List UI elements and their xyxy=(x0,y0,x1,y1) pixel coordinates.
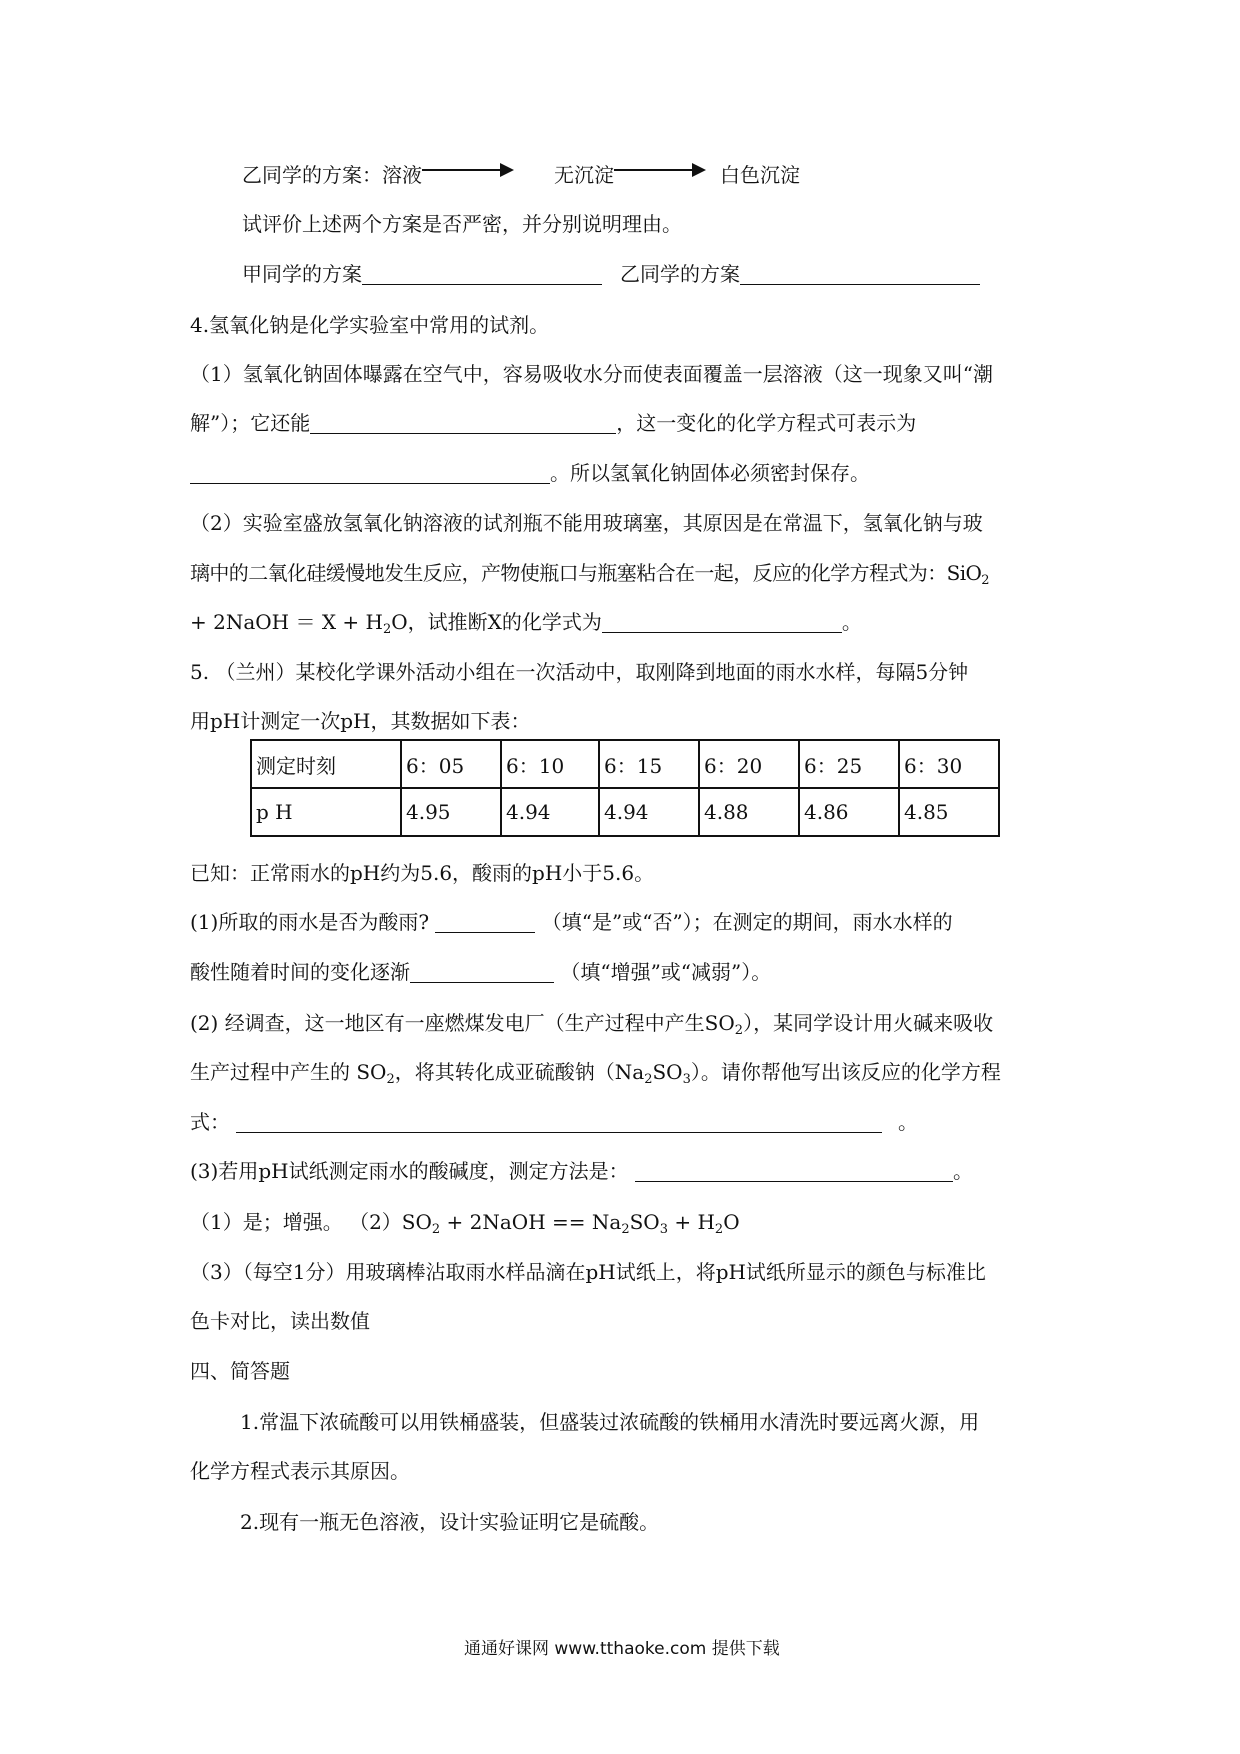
table-cell: 4.94 xyxy=(501,788,599,836)
answer-blank[interactable] xyxy=(362,262,602,285)
q4-p1-line2: 解”）；它还能 ，这一变化的化学方程式可表示为 xyxy=(190,411,917,435)
answer-blank[interactable] xyxy=(635,1159,953,1182)
q5-answer-3-line1: （3）（每空1分）用玻璃棒沾取雨水样品滴在pH试纸上，将pH试纸所显示的颜色与标准比 xyxy=(190,1260,986,1284)
answer-blank[interactable] xyxy=(435,910,535,933)
table-cell: 4.88 xyxy=(699,788,799,836)
q5-known: 已知：正常雨水的pH约为5.6，酸雨的pH小于5.6。 xyxy=(190,861,655,885)
arrow-icon xyxy=(614,160,706,180)
q4-title: 4.氢氧化钠是化学实验室中常用的试剂。 xyxy=(190,313,550,337)
q4-p2-line2: 璃中的二氧化硅缓慢地发生反应，产物使瓶口与瓶塞粘合在一起，反应的化学方程式为：SiO$_2$ xyxy=(190,561,990,588)
table-cell: p H xyxy=(251,788,401,836)
s4-q1-line1: 1.常温下浓硫酸可以用铁桶盛装，但盛装过浓硫酸的铁桶用水清洗时要远离火源，用 xyxy=(240,1410,980,1434)
q5-s1-line2: 酸性随着时间的变化逐渐 （填“增强”或“减弱”）。 xyxy=(190,960,772,984)
answer-blank[interactable] xyxy=(740,262,980,285)
answer-blank[interactable] xyxy=(190,461,550,484)
table-row xyxy=(251,788,999,836)
table-cell: 测定时刻 xyxy=(251,740,401,788)
q5-answer-1-2: （1）是；增强。 $(2)SO_2$ + 2NaOH == $Na_2SO_3 + H_2O$ xyxy=(190,1210,740,1237)
q4-p1-line1: （1）氢氧化钠固体曝露在空气中，容易吸收水分而使表面覆盖一层溶液（这一现象又叫“潮 xyxy=(190,362,993,386)
table-cell: 6：20 xyxy=(699,740,799,788)
q5-s3: (3)若用pH试纸测定雨水的酸碱度，测定方法是： 。 xyxy=(190,1159,973,1183)
q4-p2-line1: （2）实验室盛放氢氧化钠溶液的试剂瓶不能用玻璃塞，其原因是在常温下，氢氧化钠与玻 xyxy=(190,511,983,535)
s4-q1-line2: 化学方程式表示其原因。 xyxy=(190,1459,410,1483)
answer-blank[interactable] xyxy=(236,1110,882,1133)
q5-answer-3-line2: 色卡对比，读出数值 xyxy=(190,1309,370,1333)
answer-blank[interactable] xyxy=(602,610,842,633)
q5-intro-line1: 5. （兰州）某校化学课外活动小组在一次活动中，取刚降到地面的雨水水样，每隔5分钟 xyxy=(190,660,969,684)
q5-s2-line2: 生产过程中产生的 $SO_2$，将其转化成亚硫酸钠$(Na_2SO_3)$。请你帮他写出该反应的化学方程 xyxy=(190,1060,1001,1087)
q5-intro-line2: 用pH计测定一次pH，其数据如下表： xyxy=(190,709,531,733)
answer-line-schemes: 甲同学的方案 乙同学的方案 xyxy=(242,259,980,289)
section-heading: 四、简答题 xyxy=(190,1359,290,1383)
arrow-icon xyxy=(422,160,514,180)
q4-p1-line3: 。所以氢氧化钠固体必须密封保存。 xyxy=(190,458,870,488)
table-cell: 4.85 xyxy=(899,788,999,836)
table-cell: 6：30 xyxy=(899,740,999,788)
table-cell: 6：15 xyxy=(599,740,699,788)
q4-p2-line3: + 2NaOH ＝ $X + H_2O$，试推断X的化学式为 。 xyxy=(190,610,862,637)
scheme-b-line: 乙同学的方案：溶液 无沉淀 白色沉淀 xyxy=(242,160,800,190)
table-cell: 4.86 xyxy=(799,788,899,836)
answer-blank[interactable] xyxy=(410,960,554,983)
table-cell: 6：25 xyxy=(799,740,899,788)
answer-blank[interactable] xyxy=(310,411,616,434)
q5-s2-line1: (2) 经调查，这一地区有一座燃煤发电厂（生产过程中产生$SO_2$），某同学设计用火碱来吸收 xyxy=(190,1011,994,1038)
q5-s1-line1: (1)所取的雨水是否为酸雨? （填“是”或“否”）；在测定的期间，雨水水样的 xyxy=(190,910,953,934)
table-cell: 6：10 xyxy=(501,740,599,788)
table-cell: 6：05 xyxy=(401,740,501,788)
s4-q2: 2.现有一瓶无色溶液，设计实验证明它是硫酸。 xyxy=(240,1510,660,1534)
q5-s2-line3: 式： 。 xyxy=(190,1110,918,1134)
table-row xyxy=(251,740,999,788)
evaluate-prompt: 试评价上述两个方案是否严密，并分别说明理由。 xyxy=(242,212,682,236)
table-cell: 4.94 xyxy=(599,788,699,836)
ph-data-table xyxy=(250,739,1000,837)
footer-credit: 通通好课网 www.tthaoke.com 提供下载 xyxy=(464,1639,780,1659)
table-cell: 4.95 xyxy=(401,788,501,836)
